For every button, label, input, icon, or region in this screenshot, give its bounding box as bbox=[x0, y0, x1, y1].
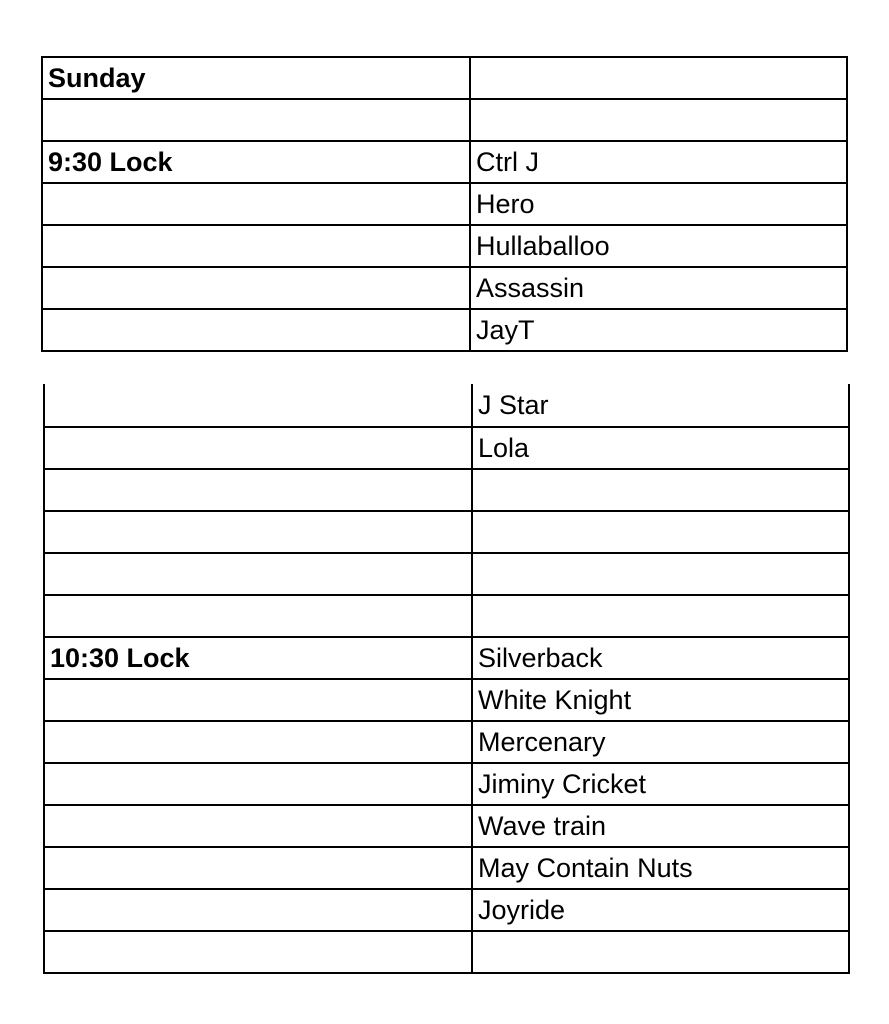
table-row bbox=[44, 721, 849, 763]
table-row bbox=[44, 847, 849, 889]
table-row bbox=[42, 183, 847, 225]
name-cell: Silverback bbox=[472, 637, 849, 679]
table-row bbox=[44, 805, 849, 847]
table-row bbox=[42, 267, 847, 309]
table-row bbox=[42, 225, 847, 267]
name-cell: White Knight bbox=[472, 679, 849, 721]
name-cell bbox=[470, 57, 847, 99]
label-cell bbox=[44, 721, 472, 763]
label-cell bbox=[44, 595, 472, 637]
name-cell: Hero bbox=[470, 183, 847, 225]
label-cell bbox=[44, 805, 472, 847]
table-row bbox=[44, 889, 849, 931]
table-row bbox=[44, 427, 849, 469]
table-row bbox=[44, 931, 849, 973]
name-cell: Jiminy Cricket bbox=[472, 763, 849, 805]
schedule-table-bottom bbox=[43, 384, 850, 974]
label-cell bbox=[42, 267, 470, 309]
label-cell bbox=[44, 889, 472, 931]
label-cell bbox=[42, 99, 470, 141]
name-cell bbox=[472, 553, 849, 595]
name-cell: Lola bbox=[472, 427, 849, 469]
name-cell: Assassin bbox=[470, 267, 847, 309]
name-cell: Joyride bbox=[472, 889, 849, 931]
table-row bbox=[44, 511, 849, 553]
name-cell: Ctrl J bbox=[470, 141, 847, 183]
name-cell bbox=[472, 931, 849, 973]
name-cell: JayT bbox=[470, 309, 847, 351]
label-cell bbox=[44, 384, 472, 427]
table-row bbox=[44, 469, 849, 511]
schedule-table-top bbox=[41, 56, 848, 352]
name-cell bbox=[472, 511, 849, 553]
table-row bbox=[42, 141, 847, 183]
table-row bbox=[42, 57, 847, 99]
name-cell: J Star bbox=[472, 384, 849, 427]
name-cell bbox=[470, 99, 847, 141]
table-row bbox=[44, 637, 849, 679]
label-cell bbox=[42, 225, 470, 267]
label-cell bbox=[44, 553, 472, 595]
table-row bbox=[44, 679, 849, 721]
label-cell bbox=[44, 427, 472, 469]
label-cell bbox=[44, 763, 472, 805]
name-cell: Wave train bbox=[472, 805, 849, 847]
label-cell bbox=[44, 511, 472, 553]
label-cell bbox=[44, 847, 472, 889]
label-cell bbox=[42, 183, 470, 225]
lock-time-cell: 10:30 Lock bbox=[44, 637, 472, 679]
table-row bbox=[42, 309, 847, 351]
name-cell: Mercenary bbox=[472, 721, 849, 763]
label-cell bbox=[44, 679, 472, 721]
label-cell bbox=[44, 931, 472, 973]
table-row bbox=[44, 553, 849, 595]
name-cell: May Contain Nuts bbox=[472, 847, 849, 889]
table-row bbox=[44, 763, 849, 805]
label-cell bbox=[44, 469, 472, 511]
table-row bbox=[44, 384, 849, 427]
label-cell bbox=[42, 309, 470, 351]
name-cell: Hullaballoo bbox=[470, 225, 847, 267]
day-cell: Sunday bbox=[42, 57, 470, 99]
table-row bbox=[44, 595, 849, 637]
lock-time-cell: 9:30 Lock bbox=[42, 141, 470, 183]
name-cell bbox=[472, 469, 849, 511]
name-cell bbox=[472, 595, 849, 637]
table-row bbox=[42, 99, 847, 141]
